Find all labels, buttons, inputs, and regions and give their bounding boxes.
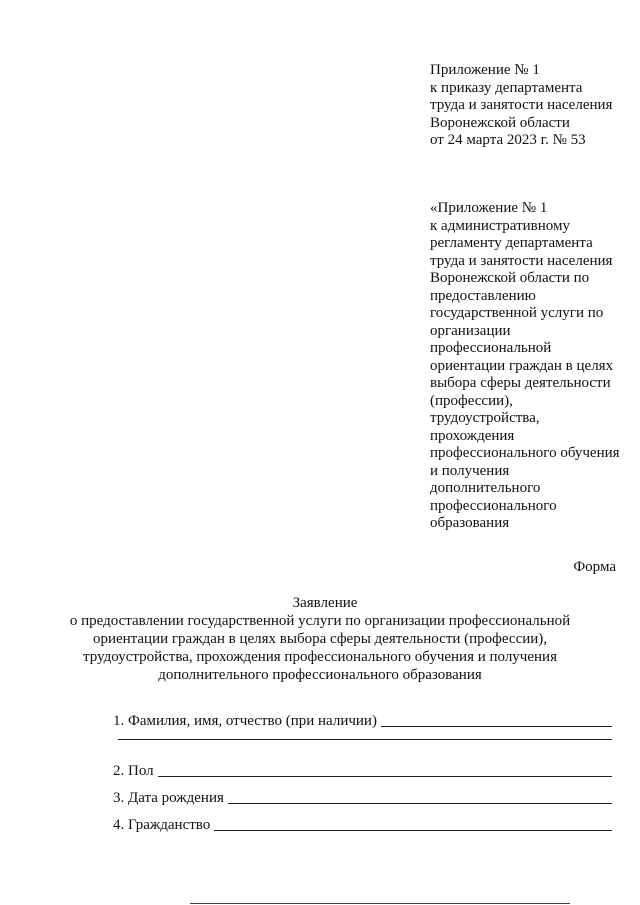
reglament-line: регламенту департамента bbox=[430, 235, 593, 251]
birth-date-input-line[interactable] bbox=[228, 802, 612, 804]
appendix-line: труда и занятости населения bbox=[430, 97, 613, 113]
reglament-line: дополнительного bbox=[430, 480, 541, 496]
reglament-line: труда и занятости населения bbox=[430, 252, 613, 269]
page-bottom-divider bbox=[190, 903, 570, 904]
appendix-line: от 24 марта 2023 г. № 53 bbox=[430, 132, 586, 148]
reglament-line: предоставлению bbox=[430, 287, 536, 304]
citizenship-label: 4. Гражданство bbox=[113, 817, 211, 833]
fio-continuation-field bbox=[118, 738, 612, 743]
reglament-header bbox=[430, 200, 620, 533]
form-label: Форма bbox=[573, 559, 616, 575]
reglament-line: профессионального bbox=[430, 497, 557, 514]
appendix-line: Воронежской области bbox=[430, 114, 570, 131]
reglament-line: «Приложение № 1 bbox=[430, 200, 548, 216]
birth-date-label: 3. Дата рождения bbox=[113, 790, 224, 806]
reglament-line: прохождения bbox=[430, 427, 515, 444]
fio-input-line[interactable] bbox=[381, 725, 612, 727]
statement-heading bbox=[0, 594, 640, 684]
reglament-line: трудоустройства, bbox=[430, 410, 540, 426]
citizenship-field bbox=[113, 817, 612, 834]
statement-subtitle-line: трудоустройства, прохождения профессионального обучения и получения bbox=[83, 649, 557, 665]
reglament-line: ориентации граждан в целях bbox=[430, 357, 614, 374]
reglament-line: и получения bbox=[430, 462, 510, 479]
statement-subtitle-line: дополнительного профессионального образования bbox=[158, 667, 482, 683]
reglament-line: образования bbox=[430, 515, 510, 531]
reglament-line: к административному bbox=[430, 217, 570, 234]
statement-title: Заявление bbox=[292, 595, 358, 611]
fio-field bbox=[113, 713, 612, 730]
reglament-line: (профессии), bbox=[430, 392, 513, 409]
statement-subtitle-line: ориентации граждан в целях выбора сферы деятельности (профессии), bbox=[92, 631, 548, 647]
sex-label: 2. Пол bbox=[113, 763, 154, 779]
fio-continuation-line[interactable] bbox=[118, 738, 612, 740]
reglament-line: профессиональной bbox=[430, 340, 552, 356]
reglament-line: профессионального обучения bbox=[430, 445, 620, 461]
sex-input-line[interactable] bbox=[158, 775, 612, 777]
statement-subtitle-line: о предоставлении государственной услуги по организации профессиональной bbox=[69, 613, 571, 629]
reglament-line: Воронежской области по bbox=[430, 270, 590, 286]
sex-field bbox=[113, 763, 612, 780]
fio-label: 1. Фамилия, имя, отчество (при наличии) bbox=[113, 713, 377, 729]
citizenship-input-line[interactable] bbox=[214, 829, 612, 831]
appendix-header bbox=[430, 62, 612, 150]
birth-date-field bbox=[113, 790, 612, 807]
appendix-line: к приказу департамента bbox=[430, 79, 583, 96]
appendix-line: Приложение № 1 bbox=[430, 62, 540, 78]
reglament-line: выбора сферы деятельности bbox=[430, 375, 611, 391]
reglament-line: организации bbox=[430, 322, 511, 339]
reglament-line: государственной услуги по bbox=[430, 305, 604, 321]
